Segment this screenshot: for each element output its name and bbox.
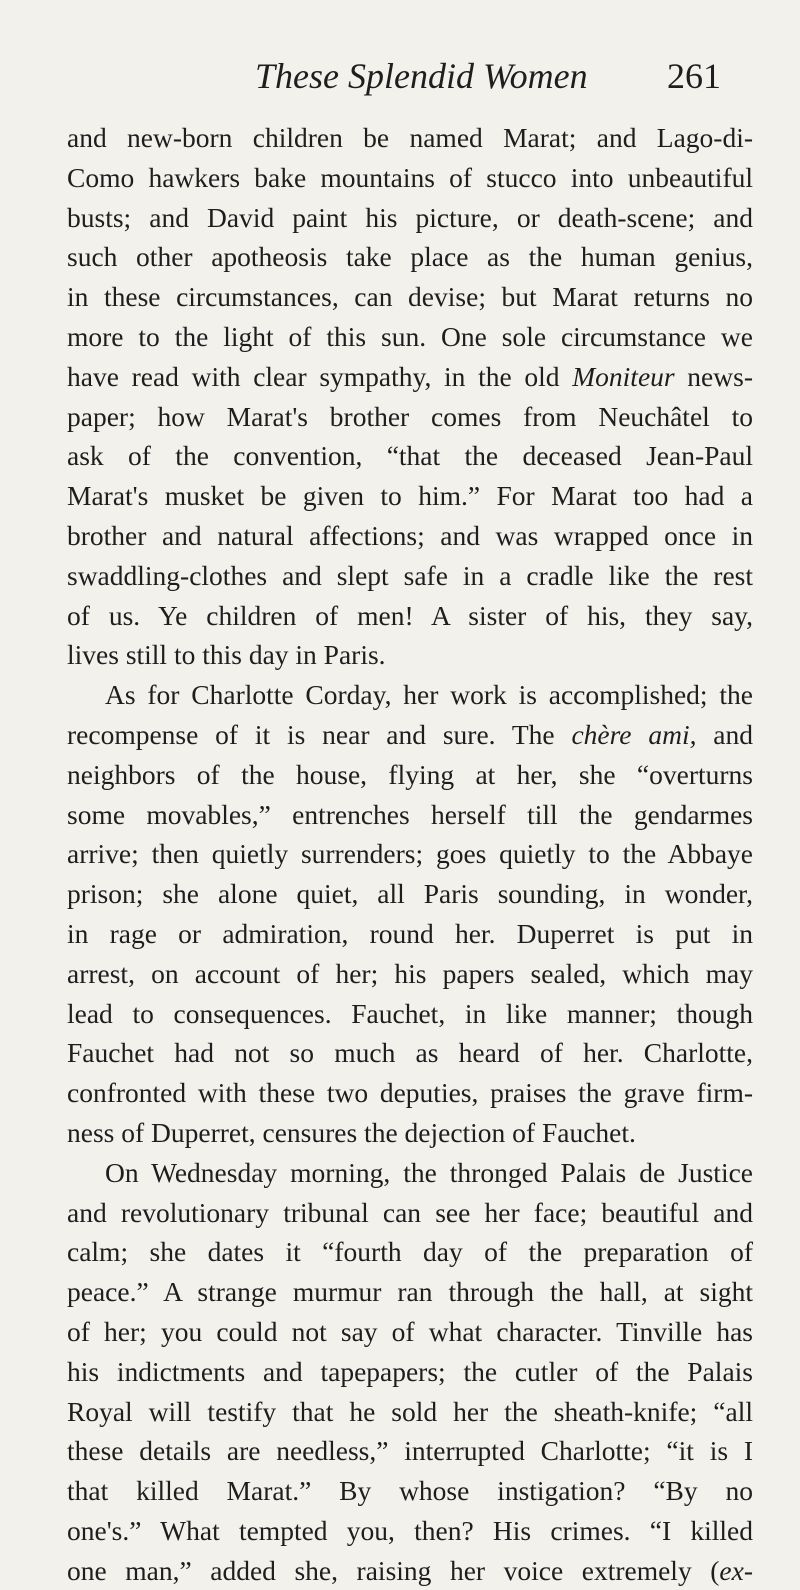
text-line: Como hawkers bake mountains of stucco into unbeautiful (67, 161, 753, 193)
text-line: Fauchet had not so much as heard of her. Charlotte, (67, 1037, 753, 1069)
text-line: swaddling-clothes and slept safe in a cradle like the rest (67, 559, 753, 591)
text-line: such other apotheosis take place as the human genius, (67, 241, 753, 273)
text-line: lead to consequences. Fauchet, in like manner; though (67, 997, 753, 1029)
running-title: These Splendid Women (255, 56, 588, 96)
text-line: arrive; then quietly surrenders; goes quietly to the Abbaye (67, 838, 753, 870)
text-line: of her; you could not say of what character. Tinville has (67, 1315, 753, 1347)
text-line: busts; and David paint his picture, or death-scene; and (67, 201, 753, 233)
italic-term: Moniteur (572, 360, 675, 392)
text-line: ness of Duperret, censures the dejection of Fauchet. (67, 1116, 636, 1148)
text-line: of us. Ye children of men! A sister of his, they say, (67, 599, 753, 631)
text-segment: news- (674, 360, 753, 392)
text-line (67, 715, 753, 755)
text-line: brother and natural affections; and was wrapped once in (67, 519, 753, 551)
text-line (67, 1551, 753, 1590)
text-line: As for Charlotte Corday, her work is accomplished; the (105, 679, 753, 711)
text-line: calm; she dates it “fourth day of the preparation of (67, 1236, 753, 1268)
text-line: some movables,” entrenches herself till the gendarmes (67, 798, 753, 830)
body-text (67, 118, 753, 1590)
text-line: these details are needless,” interrupted Charlotte; “it is I (67, 1435, 753, 1467)
text-segment: and (696, 718, 754, 750)
text-line: Marat's musket be given to him.” For Marat too had a (67, 480, 753, 512)
text-line: neighbors of the house, flying at her, she “overturns (67, 758, 753, 790)
text-line: peace.” A strange murmur ran through the hall, at sight (67, 1276, 753, 1308)
text-line: more to the light of this sun. One sole circumstance we (67, 320, 753, 352)
text-line: in these circumstances, can devise; but Marat returns no (67, 281, 753, 313)
text-line: his indictments and tapepapers; the cutler of the Palais (67, 1355, 753, 1387)
text-segment: have read with clear sympathy, in the old (67, 360, 573, 392)
text-line: one's.” What tempted you, then? His crimes. “I killed (67, 1514, 753, 1546)
text-line: confronted with these two deputies, praises the grave firm- (67, 1077, 753, 1109)
text-line: and revolutionary tribunal can see her face; beautiful and (67, 1196, 753, 1228)
text-line: and new-born children be named Marat; and Lago-di- (67, 122, 753, 153)
running-header (255, 52, 755, 100)
text-line: ask of the convention, “that the deceased Jean-Paul (67, 440, 753, 472)
text-segment: recompense of it is near and sure. The (67, 718, 572, 750)
text-line: lives still to this day in Paris. (67, 639, 386, 671)
text-line: that killed Marat.” By whose instigation? “By no (67, 1475, 753, 1507)
text-line: arrest, on account of her; his papers sealed, which may (67, 957, 753, 989)
page-number: 261 (667, 56, 721, 96)
text-line: On Wednesday morning, the thronged Palais de Justice (105, 1156, 753, 1188)
text-line: Royal will testify that he sold her the sheath-knife; “all (67, 1395, 753, 1427)
text-line: prison; she alone quiet, all Paris sounding, in wonder, (67, 878, 753, 910)
text-line: paper; how Marat's brother comes from Neuchâtel to (67, 400, 753, 432)
text-line (67, 357, 753, 397)
italic-term: chère ami, (571, 718, 697, 750)
text-line: in rage or admiration, round her. Duperret is put in (67, 917, 753, 949)
text-segment: one man,” added she, raising her voice extremely ( (67, 1554, 720, 1586)
italic-term: ex- (719, 1554, 753, 1586)
